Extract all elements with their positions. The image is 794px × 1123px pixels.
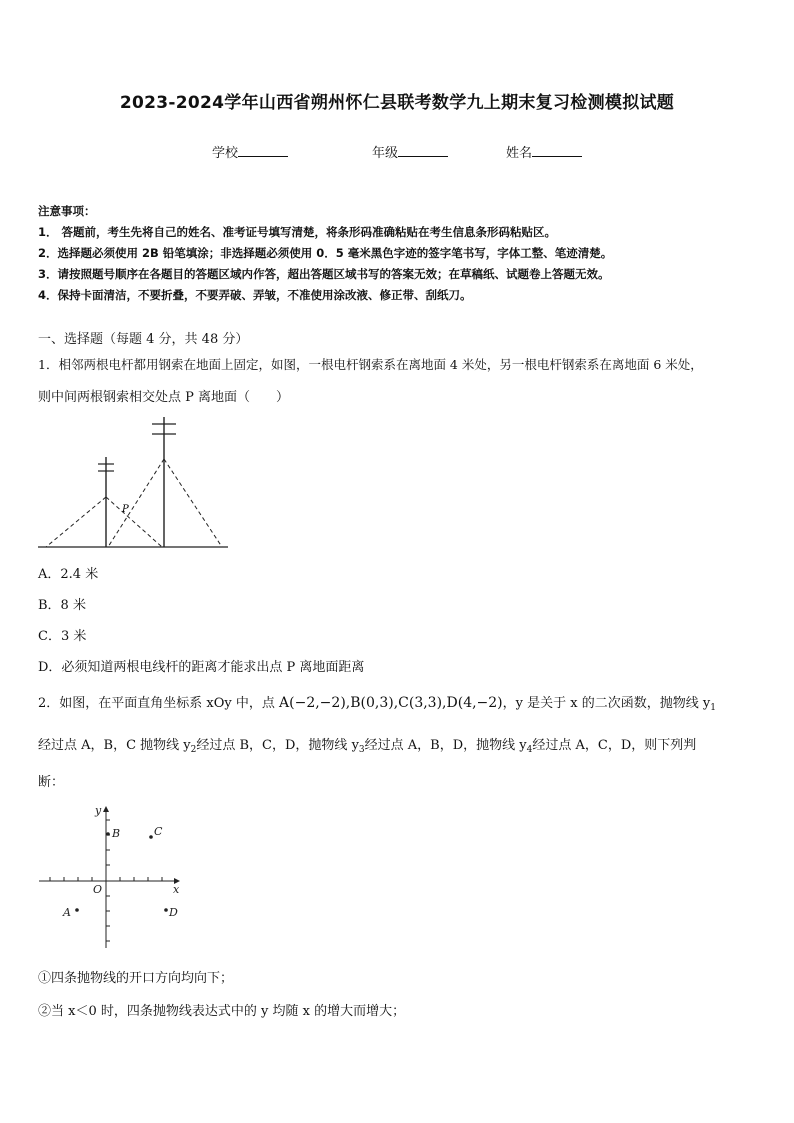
point-a-label: A bbox=[63, 906, 71, 919]
q2-line2-sub2: 3 bbox=[358, 745, 365, 755]
q2-line2-d: 经过点 A，C，D，则下列判 bbox=[532, 738, 697, 753]
q2-line1-b: ，y 是关于 x 的二次函数，抛物线 y bbox=[502, 696, 711, 711]
q2-line2-a: 经过点 A，B，C 抛物线 y bbox=[38, 738, 191, 753]
q1-option-a: A．2.4 米 bbox=[38, 567, 99, 582]
notice-item-2: 2．选择题必须使用 2B 铅笔填涂；非选择题必须使用 0．5 毫米黑色字迹的签字笔书写，字体工整、笔迹清楚。 bbox=[38, 246, 613, 260]
name-label: 姓名 bbox=[506, 146, 533, 161]
page-title: 2023-2024学年山西省朔州怀仁县联考数学九上期末复习检测模拟试题 bbox=[119, 93, 675, 113]
grade-blank[interactable] bbox=[398, 144, 448, 157]
q2-line3: 断： bbox=[38, 775, 65, 790]
name-field[interactable] bbox=[506, 142, 582, 161]
notice-item-1: 1． 答题前，考生先将自己的姓名、准考证号填写清楚，将条形码准确粘贴在考生信息条形码粘贴区。 bbox=[38, 225, 556, 239]
cable-right-outer bbox=[164, 459, 222, 547]
origin-label: O bbox=[93, 883, 103, 896]
q1-option-c: C．3 米 bbox=[38, 629, 87, 644]
section-heading: 一、选择题（每题 4 分，共 48 分） bbox=[38, 332, 249, 347]
q2-points: A(−2,−2),B(0,3),C(3,3),D(4,−2) bbox=[279, 695, 503, 711]
q2-statement-2: ②当 x＜0 时，四条抛物线表达式中的 y 均随 x 的增大而增大； bbox=[38, 1004, 406, 1019]
point-c-label: C bbox=[154, 825, 163, 838]
x-axis-label: x bbox=[173, 883, 180, 896]
cable-right-inner bbox=[108, 459, 164, 547]
point-c bbox=[149, 835, 153, 839]
q1-option-d: D．必须知道两根电线杆的距离才能求出点 P 离地面距离 bbox=[38, 660, 365, 675]
school-field[interactable] bbox=[212, 142, 288, 161]
q2-line2-c: 经过点 A，B，D，抛物线 y bbox=[364, 738, 527, 753]
y-axis-label: y bbox=[95, 804, 102, 817]
q2-line2-sub3: 4 bbox=[526, 745, 533, 755]
name-blank[interactable] bbox=[532, 144, 582, 157]
notice-heading: 注意事项： bbox=[38, 204, 96, 218]
point-d-label: D bbox=[169, 906, 178, 919]
q2-statement-1: ①四条抛物线的开口方向均向下； bbox=[38, 971, 234, 986]
q2-line2-b: 经过点 B，C，D，抛物线 y bbox=[196, 738, 359, 753]
notice-item-4: 4．保持卡面清洁，不要折叠，不要弄破、弄皱，不准使用涂改液、修正带、刮纸刀。 bbox=[38, 288, 472, 302]
q1-option-b: B．8 米 bbox=[38, 598, 86, 613]
notice-item-3: 3．请按照题号顺序在各题目的答题区域内作答，超出答题区域书写的答案无效；在草稿纸、试题卷上答题无效。 bbox=[38, 267, 610, 281]
q1-line1: 1．相邻两根电杆都用钢索在地面上固定，如图，一根电杆钢索系在离地面 4 米处，另一根电杆钢索系在离地面 6 米处， bbox=[38, 357, 703, 372]
q2-line1 bbox=[38, 692, 716, 713]
point-p-label: P bbox=[122, 504, 129, 515]
school-blank[interactable] bbox=[238, 144, 288, 157]
q1-figure bbox=[36, 412, 236, 552]
cable-left-inner bbox=[106, 497, 162, 547]
point-a bbox=[75, 908, 79, 912]
point-b-label: B bbox=[112, 827, 121, 840]
q2-line2 bbox=[38, 734, 696, 755]
cable-left-outer bbox=[46, 497, 106, 547]
school-label: 学校 bbox=[212, 146, 239, 161]
grade-field[interactable] bbox=[372, 142, 448, 161]
point-b bbox=[106, 832, 110, 836]
q2-figure bbox=[36, 802, 186, 952]
q2-line1-a: 2．如图，在平面直角坐标系 xOy 中，点 bbox=[38, 696, 280, 711]
point-d bbox=[164, 908, 168, 912]
q2-line1-sub: 1 bbox=[710, 703, 716, 713]
grade-label: 年级 bbox=[372, 146, 399, 161]
q2-line2-sub1: 2 bbox=[190, 745, 197, 755]
q1-line2: 则中间两根钢索相交处点 P 离地面（ ） bbox=[38, 390, 290, 405]
